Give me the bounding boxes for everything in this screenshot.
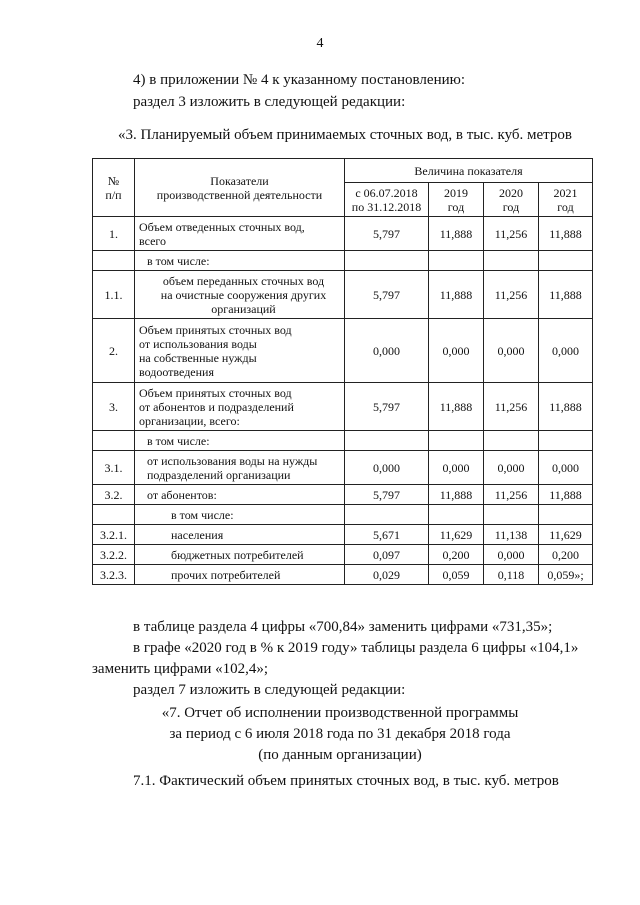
row-value-2021 xyxy=(539,505,593,525)
header-indicator xyxy=(135,159,345,217)
row-label-line: в том числе: xyxy=(171,507,234,522)
row-value-2020: 0,000 xyxy=(484,319,539,383)
section7-title-line-2: за период с 6 июля 2018 года по 31 декабря 2018 года xyxy=(169,726,511,742)
row-value-period xyxy=(345,431,429,451)
row-value-2020: 0,000 xyxy=(484,545,539,565)
row-num: 3.2.1. xyxy=(93,525,135,545)
row-value-2019: 11,888 xyxy=(429,485,484,505)
row-value-2021: 11,888 xyxy=(539,271,593,319)
row-value-2020: 0,000 xyxy=(484,451,539,485)
row-value-period: 0,097 xyxy=(345,545,429,565)
page-number: 4 xyxy=(316,36,324,51)
after-line-2: в графе «2020 год в % к 2019 году» таблицы раздела 6 цифры «104,1» xyxy=(133,640,579,656)
row-value-2019 xyxy=(429,505,484,525)
after-line-3: заменить цифрами «102,4»; xyxy=(92,661,269,677)
header-col-2019-line1: 2019 xyxy=(444,185,468,200)
row-num: 3.2.3. xyxy=(93,565,135,585)
row-label-line: на очистные сооружения других xyxy=(160,287,327,302)
table-row xyxy=(93,565,593,585)
header-col-period xyxy=(345,183,429,217)
row-value-2021: 11,888 xyxy=(539,217,593,251)
row-value-period xyxy=(345,251,429,271)
row-label xyxy=(135,217,345,251)
row-label xyxy=(135,545,345,565)
header-col-period-line2: по 31.12.2018 xyxy=(351,199,422,214)
row-value-2019 xyxy=(429,431,484,451)
row-value-2021: 0,000 xyxy=(539,451,593,485)
row-label-line: организаций xyxy=(211,301,276,316)
row-value-2021 xyxy=(539,251,593,271)
row-value-2019: 0,000 xyxy=(429,451,484,485)
header-col-2021 xyxy=(539,183,593,217)
row-value-2019: 11,888 xyxy=(429,271,484,319)
row-value-period: 5,797 xyxy=(345,271,429,319)
after-line-1: в таблице раздела 4 цифры «700,84» заменить цифрами «731,35»; xyxy=(133,619,553,635)
table-row xyxy=(93,217,593,251)
row-num: 1. xyxy=(93,217,135,251)
row-value-2021: 11,888 xyxy=(539,485,593,505)
row-value-2020: 11,256 xyxy=(484,383,539,431)
table-row xyxy=(93,431,593,451)
row-label-line: от абонентов и подразделений xyxy=(139,399,294,414)
row-num: 1.1. xyxy=(93,271,135,319)
row-label-line: всего xyxy=(139,233,167,248)
row-label-line: водоотведения xyxy=(139,364,214,379)
header-num-line2: п/п xyxy=(105,187,122,202)
row-value-2019: 11,888 xyxy=(429,383,484,431)
row-value-period: 5,797 xyxy=(345,485,429,505)
row-value-2020: 11,256 xyxy=(484,217,539,251)
section3-title: «3. Планируемый объем принимаемых сточных вод, в тыс. куб. метров xyxy=(118,127,572,143)
section7-title-line-1: «7. Отчет об исполнении производственной программы xyxy=(161,705,519,721)
header-col-2020-line1: 2020 xyxy=(499,185,523,200)
row-value-2021 xyxy=(539,431,593,451)
row-value-2019: 0,059 xyxy=(429,565,484,585)
row-value-2019: 0,000 xyxy=(429,319,484,383)
row-value-period: 5,797 xyxy=(345,217,429,251)
row-num: 3.1. xyxy=(93,451,135,485)
table-row xyxy=(93,485,593,505)
row-value-2021: 11,888 xyxy=(539,383,593,431)
row-label-line: в том числе: xyxy=(147,433,210,448)
row-num: 3. xyxy=(93,383,135,431)
row-label-line: в том числе: xyxy=(147,253,210,268)
header-num xyxy=(93,159,135,217)
table-row xyxy=(93,319,593,383)
row-label xyxy=(135,525,345,545)
table-row xyxy=(93,505,593,525)
header-col-period-line1: с 06.07.2018 xyxy=(355,185,418,200)
row-num xyxy=(93,505,135,525)
row-label xyxy=(135,485,345,505)
row-value-2021: 0,200 xyxy=(539,545,593,565)
row-value-2020: 11,138 xyxy=(484,525,539,545)
row-label xyxy=(135,431,345,451)
intro-line-2: раздел 3 изложить в следующей редакции: xyxy=(133,94,406,110)
table-row xyxy=(93,383,593,431)
row-label xyxy=(135,383,345,431)
header-indicator-line1: Показатели xyxy=(210,173,269,188)
row-num: 3.2.2. xyxy=(93,545,135,565)
row-label xyxy=(135,251,345,271)
row-value-2021: 0,000 xyxy=(539,319,593,383)
row-value-2020 xyxy=(484,431,539,451)
table-row xyxy=(93,451,593,485)
table-row xyxy=(93,271,593,319)
intro-line-1: 4) в приложении № 4 к указанному постановлению: xyxy=(133,72,465,88)
row-label xyxy=(135,451,345,485)
row-label xyxy=(135,271,345,319)
header-col-2020 xyxy=(484,183,539,217)
row-value-2020: 0,118 xyxy=(484,565,539,585)
table-row xyxy=(93,525,593,545)
header-col-2021-line1: 2021 xyxy=(553,185,578,200)
header-num-line1: № xyxy=(107,173,120,188)
row-label-line: прочих потребителей xyxy=(171,567,281,582)
row-label xyxy=(135,565,345,585)
row-label-line: подразделений организации xyxy=(147,467,291,482)
row-value-2020: 11,256 xyxy=(484,271,539,319)
row-value-2019: 11,629 xyxy=(429,525,484,545)
row-num xyxy=(93,251,135,271)
row-value-2020: 11,256 xyxy=(484,485,539,505)
row-num xyxy=(93,431,135,451)
row-value-period xyxy=(345,505,429,525)
header-col-2021-line2: год xyxy=(557,199,574,214)
row-label-line: Объем отведенных сточных вод, xyxy=(139,219,305,234)
header-col-2020-line2: год xyxy=(502,199,520,214)
row-label-line: от абонентов: xyxy=(147,487,217,502)
row-value-period: 5,797 xyxy=(345,383,429,431)
row-label-line: Объем принятых сточных вод xyxy=(139,385,292,400)
row-value-2021: 0,059»; xyxy=(539,565,593,585)
row-label-line: на собственные нужды xyxy=(139,350,257,365)
header-col-2019 xyxy=(429,183,484,217)
header-value-group: Величина показателя xyxy=(345,159,593,183)
section7-title-line-3: (по данным организации) xyxy=(258,747,422,763)
row-value-period: 0,029 xyxy=(345,565,429,585)
row-num: 3.2. xyxy=(93,485,135,505)
row-label-line: от использования воды xyxy=(139,336,257,351)
table-row xyxy=(93,545,593,565)
planned-volume-table xyxy=(92,158,593,585)
row-value-period: 0,000 xyxy=(345,319,429,383)
row-value-2019: 0,200 xyxy=(429,545,484,565)
row-label-line: организации, всего: xyxy=(139,413,240,428)
after-line-4: раздел 7 изложить в следующей редакции: xyxy=(133,682,406,698)
row-value-2019 xyxy=(429,251,484,271)
row-value-period: 5,671 xyxy=(345,525,429,545)
row-label-line: от использования воды на нужды xyxy=(147,453,318,468)
row-value-2020 xyxy=(484,505,539,525)
row-label-line: бюджетных потребителей xyxy=(171,547,304,562)
row-label-line: населения xyxy=(171,527,224,542)
row-value-period: 0,000 xyxy=(345,451,429,485)
row-value-2020 xyxy=(484,251,539,271)
header-indicator-line2: производственной деятельности xyxy=(156,187,323,202)
row-value-2021: 11,629 xyxy=(539,525,593,545)
row-label xyxy=(135,319,345,383)
row-label xyxy=(135,505,345,525)
section71-title: 7.1. Фактический объем принятых сточных вод, в тыс. куб. метров xyxy=(133,773,559,789)
row-label-line: объем переданных сточных вод xyxy=(162,273,325,288)
row-value-2019: 11,888 xyxy=(429,217,484,251)
header-col-2019-line2: год xyxy=(447,199,465,214)
row-label-line: Объем принятых сточных вод xyxy=(139,322,292,337)
row-num: 2. xyxy=(93,319,135,383)
table-row xyxy=(93,251,593,271)
